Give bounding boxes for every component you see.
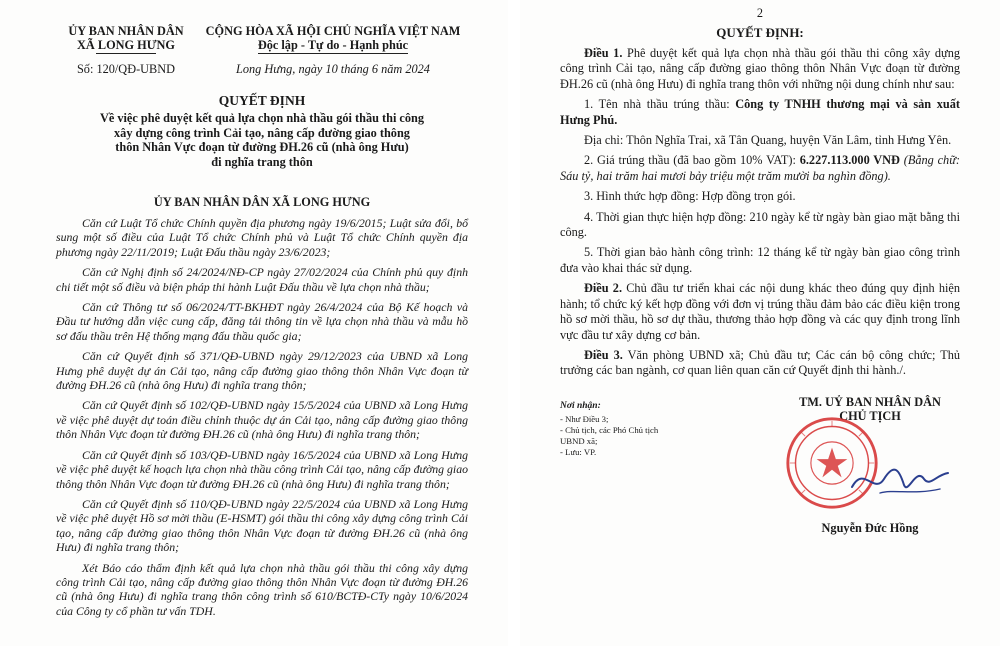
legal-basis-paragraph: Căn cứ Quyết định số 103/QĐ-UBND ngày 16/5/2024 của UBND xã Long Hưng về việc phê duyệt kế hoạch lựa chọn nhà thầu công trình Cải tạo, nâng cấp đường giao thông thôn Nhân Vực đoạn từ đường ĐH.26 cũ (nhà ông Hưu) đi nghĩa trang thôn;: [56, 447, 468, 491]
page-2: [520, 0, 1000, 646]
nation-block: [198, 24, 468, 54]
item-5: 5. Thời gian bảo hành công trình: 12 tháng kể từ ngày bàn giao công trình đưa vào khai thác sử dụng.: [560, 245, 960, 275]
article-2-label: Điều 2.: [584, 281, 623, 296]
signature-area: [560, 395, 960, 545]
document-number: Số: 120/QĐ-UBND: [76, 62, 176, 76]
article-3-label: Điều 3.: [584, 347, 623, 362]
recipients-block: [560, 401, 690, 458]
sign-org-line: TM. UỶ BAN NHÂN DÂN: [799, 394, 941, 409]
decision-heading: QUYẾT ĐỊNH:: [716, 25, 804, 40]
agency-block: [56, 24, 196, 54]
subtitle-line: đi nghĩa trang thôn: [211, 154, 313, 169]
recipients-title: Nơi nhận:: [560, 400, 601, 411]
article-1-label: Điều 1.: [584, 46, 623, 60]
signer-block: [780, 394, 960, 535]
signer-name: Nguyễn Đức Hồng: [821, 520, 919, 535]
contractor-address: Địa chỉ: Thôn Nghĩa Trai, xã Tân Quang, huyện Văn Lâm, tỉnh Hưng Yên.: [584, 133, 952, 148]
subtitle-line: thôn Nhân Vực đoạn từ đường ĐH.26 cũ (nhà ông Hưu): [115, 140, 409, 154]
recipient-item: UBND xã;: [560, 435, 598, 446]
contractor-name: Công ty TNHH thương mại và sản xuất Hưng Phú.: [560, 97, 960, 127]
decision-title: QUYẾT ĐỊNH: [218, 93, 306, 108]
subtitle-line: xây dựng công trình Cải tạo, nâng cấp đường giao thông: [114, 125, 410, 140]
divider: [258, 53, 408, 54]
price-in-words: (Bằng chữ: Sáu tỷ, hai trăm hai mươi bảy triệu một trăm mười ba nghìn đồng).: [560, 153, 960, 183]
legal-basis-paragraph: Căn cứ Nghị định số 24/2024/NĐ-CP ngày 27/02/2024 của Chính phủ quy định chi tiết một số điều và biện pháp thi hành Luật Đấu thầu về lựa chọn nhà thầu;: [56, 265, 468, 294]
subtitle-line: Về việc phê duyệt kết quả lựa chọn nhà thầu gói thầu thi công: [99, 111, 425, 125]
sign-title-line: CHỦ TỊCH: [839, 408, 901, 423]
decision-subtitle: [56, 111, 468, 169]
issuing-body: ỦY BAN NHÂN DÂN XÃ LONG HƯNG: [153, 195, 371, 209]
nation-line1: CỘNG HÒA XÃ HỘI CHỦ NGHĨA VIỆT NAM: [205, 24, 461, 38]
item-2: [560, 153, 960, 184]
document-header: [56, 24, 468, 54]
item-2-text: 2. Giá trúng thầu (đã bao gồm 10% VAT):: [584, 153, 800, 168]
item-1-text: 1. Tên nhà thầu trúng thầu:: [584, 97, 736, 112]
article-2: [560, 281, 960, 343]
item-3: 3. Hình thức hợp đồng: Hợp đồng trọn gói.: [584, 189, 796, 204]
agency-line2: XÃ LONG HƯNG: [77, 38, 175, 52]
number-date-row: [56, 62, 468, 77]
agency-line1: ỦY BAN NHÂN DÂN: [68, 24, 184, 38]
legal-basis-paragraph: Căn cứ Quyết định số 110/QĐ-UBND ngày 22/5/2024 của UBND xã Long Hưng về việc phê duyệt Hồ sơ mời thầu (E-HSMT) gói thầu thi công xây dựng công trình Cải tạo, nâng cấp đường giao thông thôn Nhân Vực đoạn từ đường ĐH.26 cũ (nhà ông Hưu) đi nghĩa trang thôn;: [56, 496, 468, 555]
legal-basis-paragraph: Căn cứ Quyết định số 102/QĐ-UBND ngày 15/5/2024 của UBND xã Long Hưng về việc phê duyệt dự toán điều chỉnh thuộc dự án Cải tạo, nâng cấp đường giao thông thôn Nhân Vực đoạn từ đường ĐH.26 cũ (nhà ông Hưu) đi nghĩa trang thôn;: [56, 398, 468, 442]
recipient-item: - Như Điều 3;: [560, 413, 609, 424]
legal-basis-paragraph: Căn cứ Luật Tổ chức Chính quyền địa phương ngày 19/6/2015; Luật sửa đổi, bổ sung một số điều của Luật Tổ chức Chính phủ và Luật Tổ chức Chính quyền địa phương ngày 22/11/2019; Luật Đấu thầu ngày 23/6/2023;: [56, 216, 468, 259]
article-1-text: Phê duyệt kết quả lựa chọn nhà thầu gói thầu thi công xây dựng công trình Cải tạo, nâng cấp đường giao thông thôn Nhân Vực đoạn từ đường ĐH.26 cũ (nhà ông Hưu) đi nghĩa trang thôn với những nội dung chính như sau:: [560, 46, 960, 91]
nation-line2: Độc lập - Tự do - Hạnh phúc: [257, 38, 409, 52]
handwritten-signature-icon: [844, 455, 954, 505]
page-gutter: [508, 0, 520, 646]
article-1: [560, 46, 960, 92]
article-3-text: Văn phòng UBND xã; Chủ đầu tư; Các cán bộ công chức; Thủ trưởng các ban ngành, cơ quan liên quan căn cứ Quyết định thi hành./.: [560, 347, 960, 378]
legal-basis-paragraph: Căn cứ Thông tư số 06/2024/TT-BKHĐT ngày 26/4/2024 của Bộ Kế hoạch và Đầu tư hướng dẫn việc cung cấp, đăng tải thông tin về lựa chọn nhà thầu và mẫu hồ sơ đấu thầu trên Hệ thống mạng đấu thầu quốc gia;: [56, 300, 468, 343]
recipient-item: - Chủ tịch, các Phó Chủ tịch: [560, 424, 659, 435]
divider: [96, 53, 156, 54]
legal-basis: [56, 216, 468, 618]
legal-basis-paragraph: Căn cứ Quyết định số 371/QĐ-UBND ngày 29/12/2023 của UBND xã Long Hưng phê duyệt dự án Cải tạo, nâng cấp đường giao thông thôn Nhân Vực đoạn từ đường ĐH.26 cũ (nhà ông Hưu) đi nghĩa trang thôn;: [56, 349, 468, 393]
article-2-text: Chủ đầu tư triển khai các nội dung khác theo đúng quy định hiện hành; tổ chức ký kết hợp đồng với đơn vị trúng thầu đảm bảo các điều kiện trong hồ sơ mời thầu, hồ sơ dự thầu, thương thảo hợp đồng và các quy định trong lĩnh vực đầu tư xây dựng cơ bản.: [560, 281, 960, 342]
legal-basis-paragraph: Xét Báo cáo thẩm định kết quả lựa chọn nhà thầu gói thầu thi công xây dựng công trình Cải tạo, nâng cấp đường giao thông thôn Nhân Vực đoạn từ đường ĐH.26 cũ (nhà ông Hưu) đi nghĩa trang thôn công trình số 610/BCTĐ-CTy ngày 10/6/2024 của Công ty cổ phần tư vấn TDH.: [56, 560, 468, 618]
article-3: [560, 348, 960, 379]
recipient-item: - Lưu: VP.: [560, 446, 597, 457]
winning-price: 6.227.113.000 VNĐ: [799, 153, 900, 168]
page-number: 2: [756, 6, 764, 20]
item-4: 4. Thời gian thực hiện hợp đồng: 210 ngày kể từ ngày bàn giao mặt bằng thi công.: [560, 209, 960, 240]
place-date: Long Hưng, ngày 10 tháng 6 năm 2024: [236, 62, 430, 76]
item-1: [560, 97, 960, 128]
